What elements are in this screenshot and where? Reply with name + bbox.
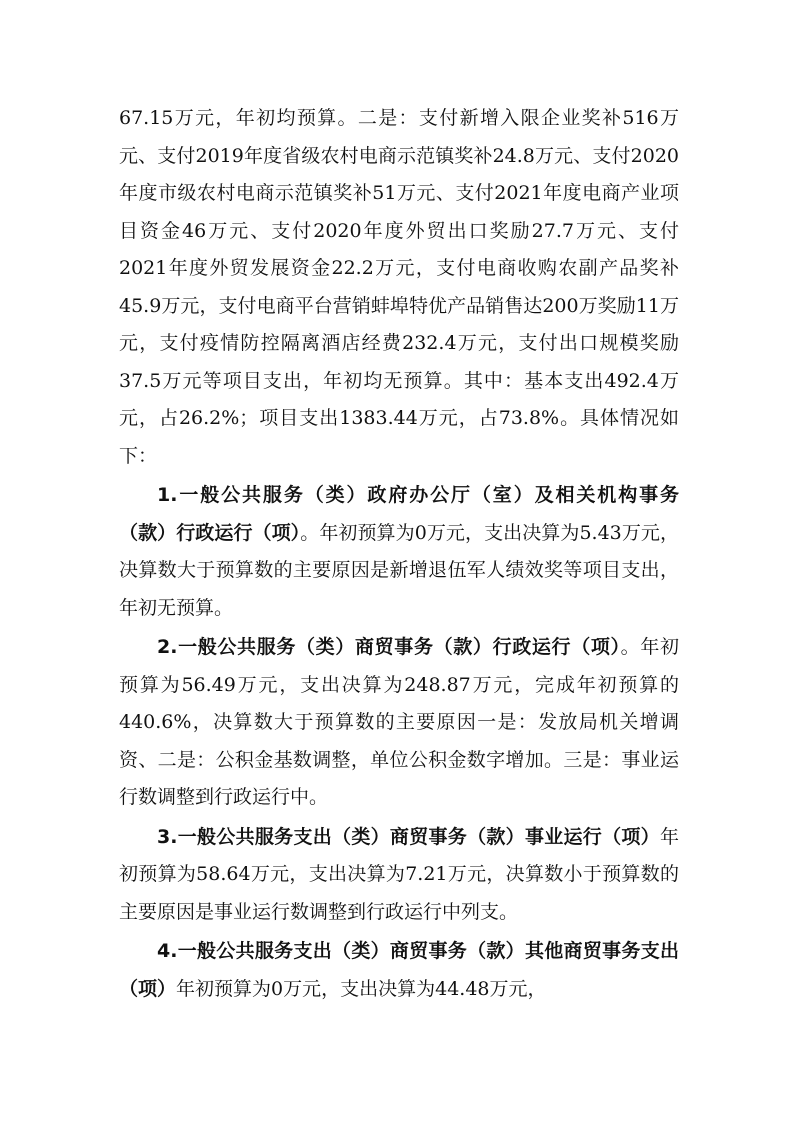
item-1-heading: 1.一般公共服务（类）政府办公厅（室）及相关机构事务（款）行政运行（项） xyxy=(119,484,679,544)
item-2-heading: 2.一般公共服务（类）商贸事务（款）行政运行（项） xyxy=(157,636,621,658)
item-4-text: 年初预算为0万元，支出决算为44.48万元， xyxy=(176,977,547,1000)
document-page xyxy=(119,100,679,1008)
paragraph-item-4 xyxy=(119,933,679,1008)
paragraph-item-1 xyxy=(119,477,679,627)
item-3-text: 年初预算为58.64万元，支出决算为7.21万元，决算数小于预算数的主要原因是事业运行数调整到行政运行中列支。 xyxy=(119,825,679,923)
item-2-text: 。年初预算为56.49万元，支出决算为248.87万元，完成年初预算的440.6%，决算数大于预算数的主要原因一是：发放局机关增调资、二是：公积金基数调整，单位公积金数字增加。三是：事业运行数调整到行政运行中。 xyxy=(119,636,679,808)
item-4-heading: 4.一般公共服务支出（类）商贸事务（款）其他商贸事务支出（项） xyxy=(119,940,679,1000)
item-3-heading: 3.一般公共服务支出（类）商贸事务（款）事业运行（项） xyxy=(157,825,660,848)
paragraph-item-3 xyxy=(119,819,679,932)
paragraph-intro xyxy=(119,100,679,475)
paragraph-item-2 xyxy=(119,629,679,817)
paragraph-intro-text: 67.15万元，年初均预算。二是：支付新增入限企业奖补516万元、支付2019年度省级农村电商示范镇奖补24.8万元、支付2020年度市级农村电商示范镇奖补51万元、支付2021年度电商产业项目资金46万元、支付2020年度外贸出口奖励27.7万元、支付2021年度外贸发展资金22.2万元，支付电商收购农副产品奖补45.9万元，支付电商平台营销蚌埠特优产品销售达200万奖励11万元，支付疫情防控隔离酒店经费232.4万元，支付出口规模奖励37.5万元等项目支出，年初均无预算。其中：基本支出492.4万元，占26.2%；项目支出1383.44万元，占73.8%。具体情况如下： xyxy=(119,107,679,467)
item-1-text: 。年初预算为0万元，支出决算为5.43万元，决算数大于预算数的主要原因是新增退伍军人绩效奖等项目支出，年初无预算。 xyxy=(119,521,679,619)
